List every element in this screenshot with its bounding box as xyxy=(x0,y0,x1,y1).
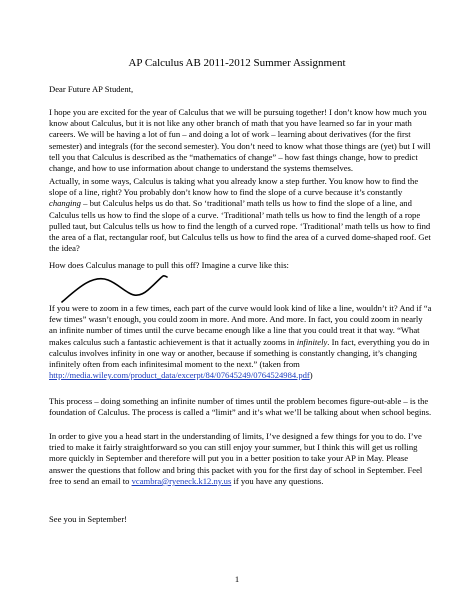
paragraph-zoom xyxy=(49,303,437,381)
closing xyxy=(49,514,437,525)
paragraph-intro xyxy=(49,107,437,174)
curve-path xyxy=(62,276,167,302)
paragraph-line-end: if you have any questions. xyxy=(231,475,324,486)
paragraph-line-rest: – but Calculus helps us do that. So ‘traditional’ math tells us how to find the slope of a line, and xyxy=(80,198,412,209)
paragraph-line-start: free to send an email to xyxy=(49,475,132,486)
paragraph-line: infinitely often from each infinitesimal moment to the next.” (taken from xyxy=(49,359,300,370)
paragraph-line: the idea? xyxy=(49,243,80,254)
paragraph-line xyxy=(49,370,437,381)
paragraph-line: careers. We will be having a lot of fun – and doing a lot of work – learning about derivatives (for the first xyxy=(49,129,411,140)
paragraph-line: slope of a line, right? You probably don’t know how to find the slope of a curve because it’s constantly xyxy=(49,187,403,198)
paragraph-line: In order to give you a head start in the understanding of limits, I’ve designed a few things for you to do. I’ve xyxy=(49,431,422,441)
paragraph-limit xyxy=(49,396,437,418)
paragraph-slope xyxy=(49,176,437,254)
paragraph-line xyxy=(49,476,437,487)
paragraph-line: more quickly in September and therefore will put you in a better position to take your AP in May. Please xyxy=(49,453,409,464)
paragraph-line: few times” wasn’t enough, you could zoom in more. And more. And more. In fact, you could zoom in nearly xyxy=(49,314,423,325)
curve-illustration xyxy=(58,268,170,308)
paragraph-instructions xyxy=(49,431,437,487)
paragraph-line: an infinite number of times until the curve became enough like a line that you could treat it that way. “What xyxy=(49,325,420,336)
paragraph-line: pulled taut, but Calculus tells us how to find the length of a curved rope. ‘Traditional’ math tells us how to find xyxy=(49,220,431,231)
paragraph-line: answer the questions that follow and bring this packet with you for the first day of school in September. Feel xyxy=(49,464,423,475)
salutation-text: Dear Future AP Student, xyxy=(49,84,134,94)
link-close-paren: ) xyxy=(309,370,313,381)
paragraph-line: change, and how to use information about change to understand the systems themselves. xyxy=(49,163,354,174)
paragraph-line: Actually, in some ways, Calculus is taking what you already know a step further. You know how to find the xyxy=(49,176,419,186)
paragraph-line: the area of a flat, rectangular roof, but Calculus tells us how to find the area of a curved dome-shaped roof. Get xyxy=(49,232,431,243)
paragraph-line: Calculus tells us how to find the slope of a curve. ‘Traditional’ math tells us how to find the length of a rope xyxy=(49,209,421,220)
paragraph-line: tell you that Calculus is described as the “mathematics of change” – how fast things change, how to predict xyxy=(49,151,418,162)
closing-text: See you in September! xyxy=(49,514,128,524)
paragraph-line: semester) and integrals (for the second semester). You don’t need to know what those things are (yet) but I will xyxy=(49,140,431,151)
paragraph-line: tried to make it fairly straightforward so you can still enjoy your summer, but I think this will get us rolling xyxy=(49,442,418,453)
source-link[interactable]: http://media.wiley.com/product_data/excerpt/84/07645249/0764524984.pdf xyxy=(49,370,310,381)
paragraph-line xyxy=(49,198,437,209)
paragraph-line xyxy=(49,337,437,348)
paragraph-line: know about Calculus, but it is not like any other branch of math that you have learned so far in your math xyxy=(49,118,412,129)
paragraph-line: If you were to zoom in a few times, each part of the curve would look kind of like a line, wouldn’t it? And if “a xyxy=(49,303,432,313)
paragraph-line: I hope you are excited for the year of Calculus that we will be pursuing together! I don’t know how much you xyxy=(49,107,427,117)
salutation xyxy=(49,84,437,95)
paragraph-line: foundation of Calculus. The process is called a “limit” and it’s what we’ll be talking about when school begins. xyxy=(49,407,432,418)
paragraph-line-end: . In fact, everything you do in xyxy=(327,336,430,347)
paragraph-line: How does Calculus manage to pull this off? Imagine a curve like this: xyxy=(49,260,289,270)
page-title: AP Calculus AB 2011-2012 Summer Assignment xyxy=(128,57,346,69)
email-link[interactable]: vcambra@ryeneck.k12.ny.us xyxy=(131,475,232,486)
italic-infinitely: infinitely xyxy=(296,336,328,347)
paragraph-line: calculus involves infinity in one way or another, because if something is constantly changing, it’s changing xyxy=(49,347,417,358)
page-number: 1 xyxy=(234,574,240,584)
italic-changing: changing xyxy=(49,198,81,209)
paragraph-line: This process – doing something an infinite number of times until the problem becomes figure-out-able – is the xyxy=(49,396,429,406)
paragraph-line-start: makes calculus such a fantastic achievement is that it actually zooms in xyxy=(49,336,297,347)
